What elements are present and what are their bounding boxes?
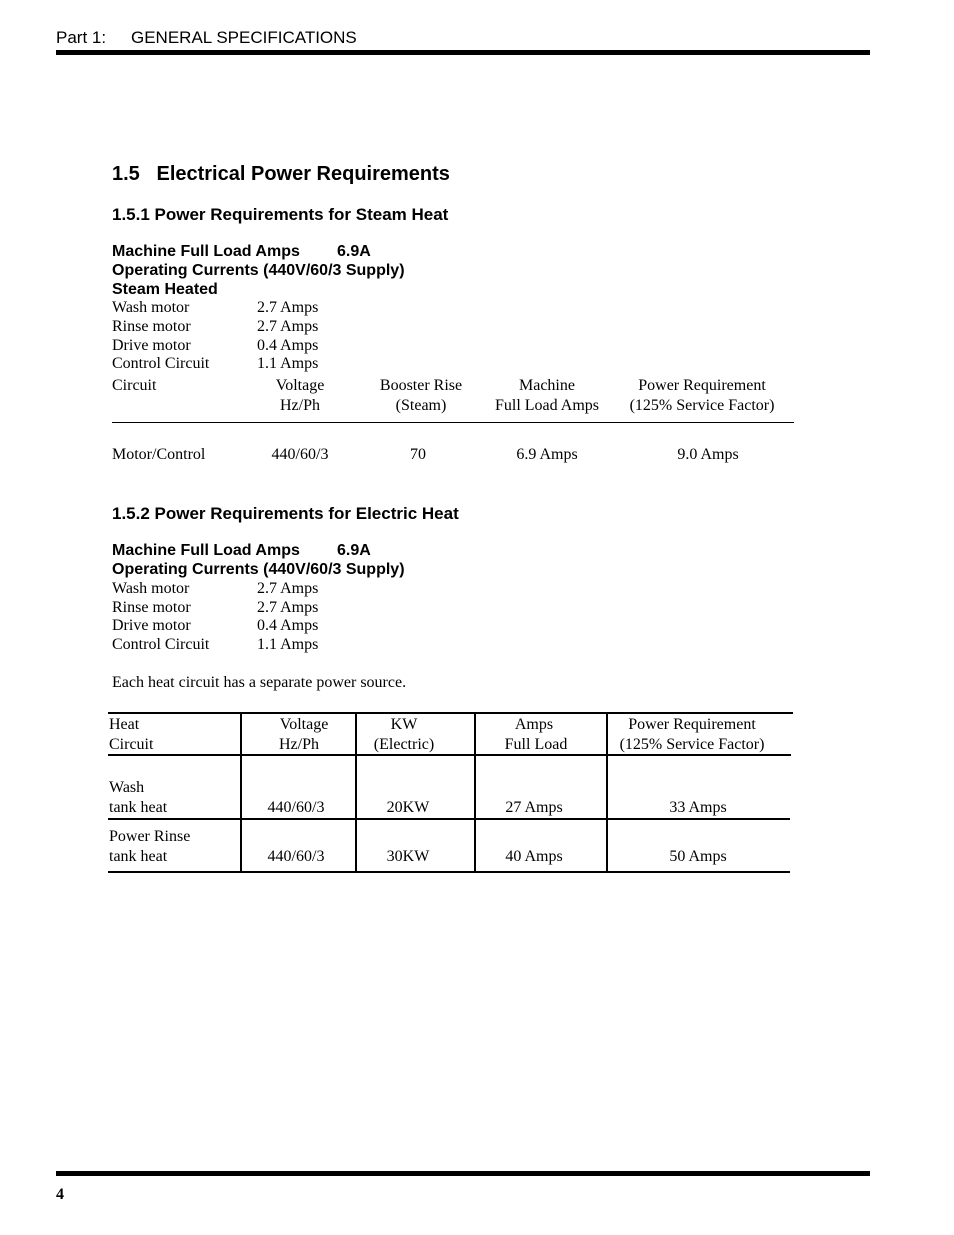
steam-table-header: (Steam) bbox=[395, 397, 447, 414]
steam-table-cell: Motor/Control bbox=[112, 446, 206, 463]
steam-table-header: Voltage bbox=[275, 377, 325, 394]
steam-operating-currents: Operating Currents (440V/60/3 Supply) bbox=[112, 262, 405, 279]
electric-current-name: Control Circuit bbox=[112, 636, 210, 653]
steam-current-name: Drive motor bbox=[112, 337, 191, 354]
electric-table-cell: 20KW bbox=[386, 799, 430, 816]
electric-table-column-divider bbox=[355, 712, 357, 873]
steam-current-value: 2.7 Amps bbox=[257, 318, 319, 335]
header-rule bbox=[56, 50, 870, 55]
electric-table-column-divider bbox=[240, 712, 242, 873]
steam-table-header: Full Load Amps bbox=[494, 397, 599, 414]
electric-table-column-divider bbox=[606, 712, 608, 873]
steam-table-header: (125% Service Factor) bbox=[629, 397, 775, 414]
electric-table-cell: Power Rinse bbox=[109, 828, 191, 845]
electric-table-header: KW bbox=[390, 716, 418, 733]
steam-table-rule bbox=[112, 422, 794, 423]
steam-heading: 1.5.1 Power Requirements for Steam Heat bbox=[112, 205, 449, 224]
header-part-label: Part 1: bbox=[56, 28, 107, 47]
electric-table-header: (125% Service Factor) bbox=[619, 736, 765, 753]
electric-table-cell: 440/60/3 bbox=[267, 799, 325, 816]
electric-note: Each heat circuit has a separate power source. bbox=[112, 674, 407, 691]
electric-table-header: Amps bbox=[514, 716, 554, 733]
steam-table-header: Circuit bbox=[112, 377, 157, 394]
steam-current-name: Control Circuit bbox=[112, 355, 210, 372]
electric-table-cell: 30KW bbox=[386, 848, 430, 865]
electric-table-row-rule bbox=[108, 818, 790, 820]
steam-full-load-value: 6.9A bbox=[337, 243, 371, 260]
electric-current-value: 2.7 Amps bbox=[257, 599, 319, 616]
steam-current-name: Wash motor bbox=[112, 299, 190, 316]
steam-current-value: 2.7 Amps bbox=[257, 299, 319, 316]
steam-table-header: Machine bbox=[519, 377, 575, 394]
electric-heading: 1.5.2 Power Requirements for Electric Heat bbox=[112, 504, 459, 523]
electric-current-name: Wash motor bbox=[112, 580, 190, 597]
electric-current-value: 1.1 Amps bbox=[257, 636, 319, 653]
electric-table-top-rule bbox=[108, 712, 793, 714]
electric-table-cell: tank heat bbox=[109, 848, 168, 865]
electric-table-cell: 27 Amps bbox=[505, 799, 563, 816]
electric-table-cell: 33 Amps bbox=[669, 799, 727, 816]
electric-table-cell: 50 Amps bbox=[669, 848, 727, 865]
electric-current-name: Drive motor bbox=[112, 617, 191, 634]
section-heading: 1.5 Electrical Power Requirements bbox=[112, 163, 450, 185]
electric-table-cell: 440/60/3 bbox=[267, 848, 325, 865]
steam-table-cell: 440/60/3 bbox=[271, 446, 329, 463]
steam-current-value: 0.4 Amps bbox=[257, 337, 319, 354]
electric-table-header: Full Load bbox=[504, 736, 568, 753]
electric-full-load-value: 6.9A bbox=[337, 542, 371, 559]
steam-table-header: Booster Rise bbox=[379, 377, 463, 394]
footer-rule bbox=[56, 1171, 870, 1176]
page-number: 4 bbox=[56, 1186, 64, 1203]
electric-table-header: (Electric) bbox=[373, 736, 435, 753]
electric-table-cell: tank heat bbox=[109, 799, 168, 816]
steam-table-cell: 70 bbox=[410, 446, 426, 463]
electric-table-header: Circuit bbox=[109, 736, 154, 753]
steam-current-name: Rinse motor bbox=[112, 318, 191, 335]
electric-table-header: Hz/Ph bbox=[279, 736, 319, 753]
electric-table-header: Heat bbox=[109, 716, 140, 733]
electric-table-cell: Wash bbox=[109, 779, 145, 796]
steam-table-cell: 6.9 Amps bbox=[516, 446, 578, 463]
electric-operating-currents: Operating Currents (440V/60/3 Supply) bbox=[112, 561, 405, 578]
electric-table-header: Power Requirement bbox=[628, 716, 756, 733]
steam-current-value: 1.1 Amps bbox=[257, 355, 319, 372]
electric-current-value: 2.7 Amps bbox=[257, 580, 319, 597]
electric-table-header-rule bbox=[108, 754, 791, 756]
electric-table-cell: 40 Amps bbox=[505, 848, 563, 865]
electric-table-bottom-rule bbox=[108, 871, 790, 873]
steam-table-header: Hz/Ph bbox=[280, 397, 320, 414]
electric-current-name: Rinse motor bbox=[112, 599, 191, 616]
header-title: GENERAL SPECIFICATIONS bbox=[131, 28, 357, 47]
electric-current-value: 0.4 Amps bbox=[257, 617, 319, 634]
steam-heated-label: Steam Heated bbox=[112, 281, 218, 298]
steam-table-cell: 9.0 Amps bbox=[677, 446, 739, 463]
electric-table-header: Voltage bbox=[279, 716, 329, 733]
steam-full-load-label: Machine Full Load Amps bbox=[112, 243, 300, 260]
electric-table-column-divider bbox=[474, 712, 476, 873]
electric-full-load-label: Machine Full Load Amps bbox=[112, 542, 300, 559]
steam-table-header: Power Requirement bbox=[638, 377, 766, 394]
